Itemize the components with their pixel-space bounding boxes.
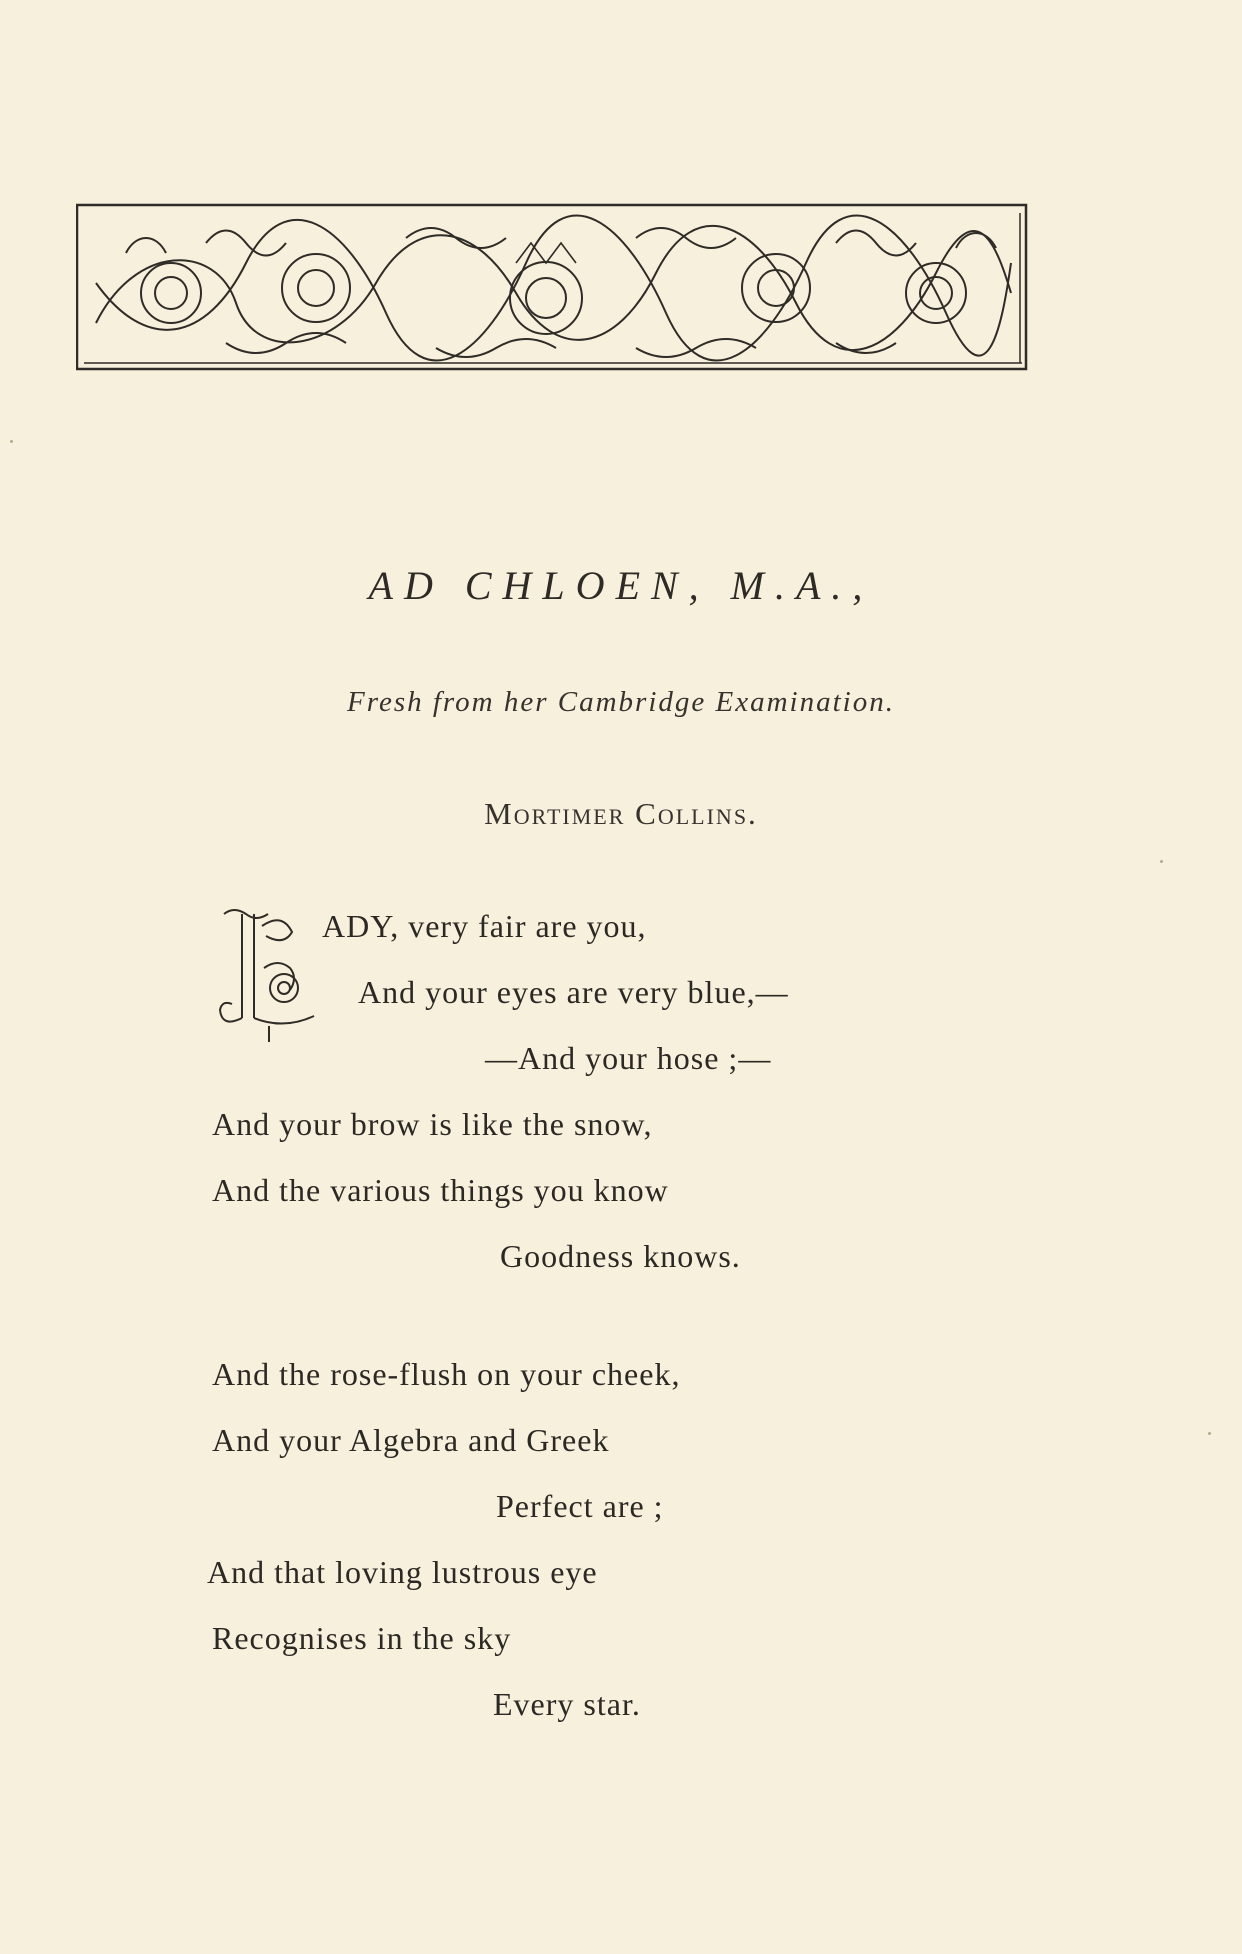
poem-line-5: And the various things you know: [212, 1172, 669, 1208]
poem-line-1: ADY, very fair are you,: [322, 908, 647, 944]
poem-line-6: Goodness knows.: [500, 1238, 741, 1274]
paper-speck: [1160, 860, 1163, 863]
poem-line-3: —And your hose ;—: [485, 1040, 772, 1076]
poem-line-4: And your brow is like the snow,: [212, 1106, 653, 1142]
poem-line-12: Every star.: [493, 1686, 641, 1722]
poem-line-11: Recognises in the sky: [212, 1620, 512, 1656]
drop-cap-initial: [214, 906, 320, 1046]
paper-speck: [10, 440, 13, 443]
poem-line-7: And the rose-flush on your cheek,: [212, 1356, 681, 1392]
poem-line-9: Perfect are ;: [496, 1488, 664, 1524]
poem-title: AD CHLOEN, M.A.,: [368, 563, 874, 608]
paper-speck: [1208, 1432, 1211, 1435]
poem-line-10: And that loving lustrous eye: [207, 1554, 598, 1590]
poem-line-8: And your Algebra and Greek: [212, 1422, 610, 1458]
poem-author: Mortimer Collins.: [484, 796, 758, 831]
ornamental-headpiece: [76, 203, 1028, 373]
poem-subtitle: Fresh from her Cambridge Examination.: [347, 686, 895, 718]
poem-line-2: And your eyes are very blue,—: [358, 974, 789, 1010]
